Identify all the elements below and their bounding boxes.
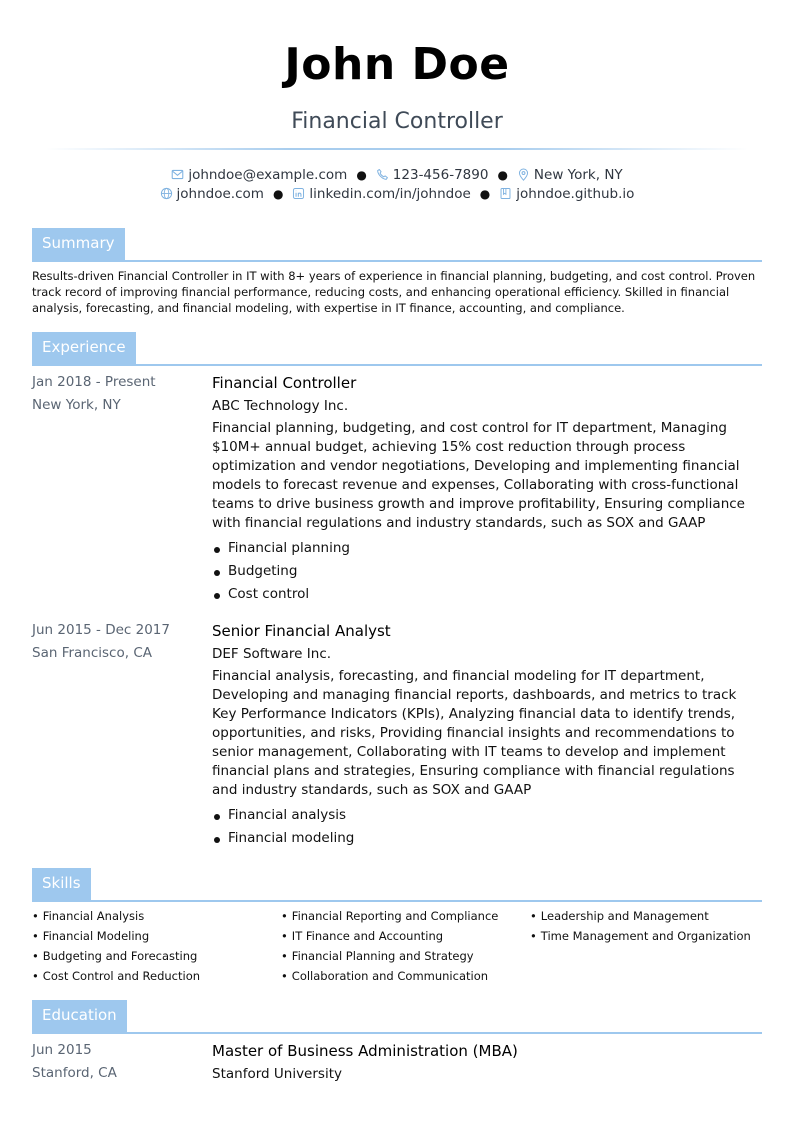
- skill-item: • Financial Reporting and Compliance: [281, 906, 498, 926]
- skills-column: [530, 906, 751, 946]
- contact-phone[interactable]: [376, 166, 489, 184]
- contact-location: [517, 166, 623, 184]
- title-divider: [46, 148, 748, 150]
- skill-item: • Budgeting and Forecasting: [32, 946, 200, 966]
- bullet-item: Financial modeling: [212, 827, 764, 850]
- contact-website[interactable]: [160, 185, 264, 203]
- entry-location: San Francisco, CA: [32, 645, 152, 661]
- phone-icon: [376, 168, 389, 181]
- contact-linkedin[interactable]: [292, 185, 470, 203]
- summary-text: Results-driven Financial Controller in IT with 8+ years of experience in financial planning, budgeting, and cost control. Proven track record of improving financial performance, reducing costs, and enhancing operational efficiency. Skilled in financial analysis, forecasting, and financial modeling, with expertise in IT finance, accounting, and compliance.: [32, 269, 756, 315]
- name-heading: John Doe: [284, 39, 510, 90]
- email-text: johndoe@example.com: [188, 167, 348, 183]
- phone-text: 123-456-7890: [392, 167, 489, 183]
- skill-item: • Cost Control and Reduction: [32, 966, 200, 986]
- entry-description: Financial planning, budgeting, and cost control for IT department, Managing $10M+ annual budget, achieving 15% cost reduction through process optimization and vendor negotiations, Developing and implementing financial models to forecast revenue and expenses, Collaborating with cross-functional teams to drive business growth and improve profitability, Ensuring compliance with financial regulations and industry standards, such as SOX and GAAP: [212, 420, 745, 531]
- globe-icon: [160, 187, 173, 200]
- entry-location: Stanford, CA: [32, 1065, 117, 1081]
- section-title: Education: [32, 1000, 127, 1032]
- experience-section-header: [32, 332, 762, 366]
- job-title: Financial Controller: [291, 109, 503, 134]
- envelope-icon: [171, 168, 184, 181]
- entry-date: Jan 2018 - Present: [32, 374, 156, 390]
- skill-item: • Collaboration and Communication: [281, 966, 498, 986]
- entry-degree: Master of Business Administration (MBA): [212, 1042, 518, 1060]
- linkedin-text: linkedin.com/in/johndoe: [309, 186, 471, 202]
- bullet-item: Financial planning: [212, 537, 764, 560]
- entry-bullets: [212, 537, 764, 606]
- skill-item: • IT Finance and Accounting: [281, 926, 498, 946]
- separator-dot: ●: [479, 187, 491, 201]
- entry-company: ABC Technology Inc.: [212, 398, 349, 414]
- summary-section-header: [32, 228, 762, 262]
- entry-date: Jun 2015 - Dec 2017: [32, 622, 170, 638]
- entry-bullets: [212, 804, 764, 850]
- location-text: New York, NY: [533, 167, 623, 183]
- skill-item: • Time Management and Organization: [530, 926, 751, 946]
- skill-item: • Financial Modeling: [32, 926, 200, 946]
- skill-item: • Financial Analysis: [32, 906, 200, 926]
- skill-item: • Leadership and Management: [530, 906, 751, 926]
- bullet-item: Cost control: [212, 583, 764, 606]
- entry-role: Financial Controller: [212, 374, 357, 392]
- skills-section-header: [32, 868, 762, 902]
- entry-company: DEF Software Inc.: [212, 646, 332, 662]
- entry-school: Stanford University: [212, 1066, 342, 1082]
- entry-date: Jun 2015: [32, 1042, 92, 1058]
- separator-dot: ●: [356, 168, 367, 182]
- book-icon: [499, 187, 512, 200]
- separator-dot: ●: [497, 168, 508, 182]
- education-section-header: [32, 1000, 762, 1034]
- bullet-item: Financial analysis: [212, 804, 764, 827]
- contact-line-2: [0, 185, 794, 203]
- bullet-item: Budgeting: [212, 560, 764, 583]
- entry-description: Financial analysis, forecasting, and financial modeling for IT department, Developing and managing financial reports, dashboards, and metrics to track Key Performance Indicators (KPIs), Analyzing financial data to identify trends, opportunities, and risks, Providing financial insights and recommendations to senior management, Collaborating with IT teams to develop and implement financial plans and strategies, Ensuring compliance with financial regulations and industry standards, such as SOX and GAAP: [212, 668, 737, 798]
- contact-github[interactable]: [499, 185, 634, 203]
- section-title: Experience: [32, 332, 136, 364]
- website-text: johndoe.com: [176, 186, 264, 202]
- skill-item: • Financial Planning and Strategy: [281, 946, 498, 966]
- separator-dot: ●: [272, 187, 284, 201]
- github-text: johndoe.github.io: [516, 186, 635, 202]
- section-title: Summary: [32, 228, 125, 260]
- skills-column: [281, 906, 498, 986]
- contact-line-1: [0, 166, 794, 184]
- entry-location: New York, NY: [32, 397, 121, 413]
- skills-column: [32, 906, 200, 986]
- contact-email[interactable]: [171, 166, 347, 184]
- section-title: Skills: [32, 868, 91, 900]
- linkedin-icon: [292, 187, 305, 200]
- map-pin-icon: [517, 168, 530, 181]
- entry-role: Senior Financial Analyst: [212, 622, 391, 640]
